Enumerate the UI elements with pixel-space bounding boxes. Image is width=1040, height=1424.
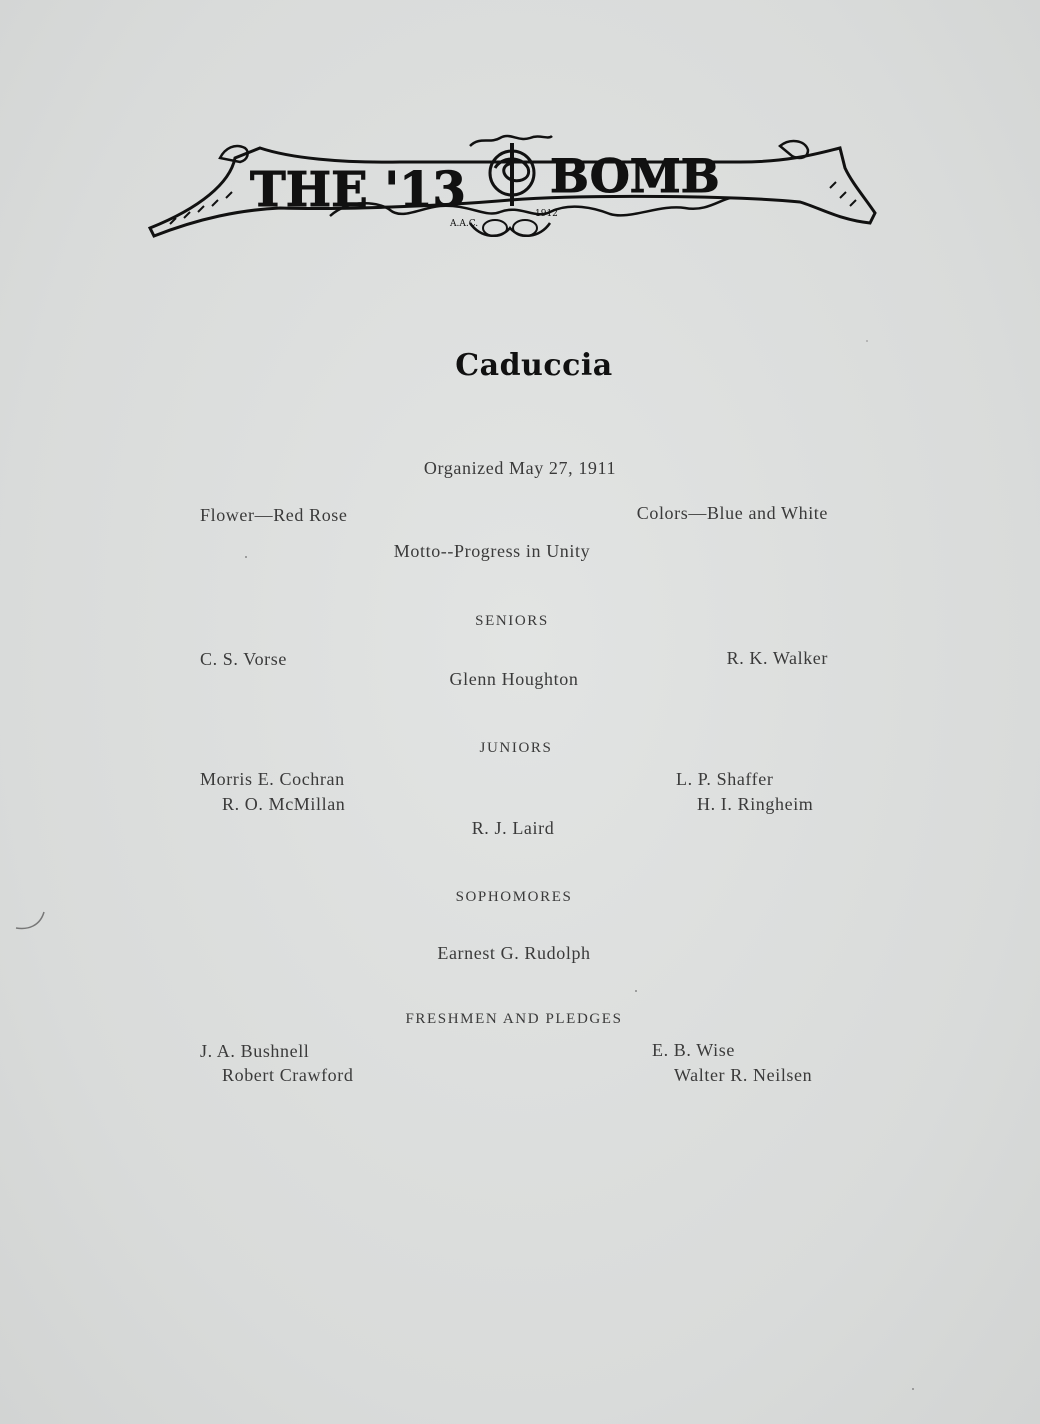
junior-right-2: H. I. Ringheim: [697, 794, 814, 814]
page-title: Caduccia: [455, 348, 613, 383]
colors-text: Colors—Blue and White: [636, 503, 828, 523]
sophomores-heading: SOPHOMORES: [455, 889, 573, 905]
freshman-left-1: J. A. Bushnell: [200, 1041, 310, 1061]
paper-speck: [866, 340, 868, 342]
junior-left-1: Morris E. Cochran: [200, 769, 345, 789]
sophomore-center: Earnest G. Rudolph: [437, 943, 591, 963]
banner-text-left: THE '13: [250, 162, 466, 218]
junior-center: R. J. Laird: [471, 818, 555, 838]
flower-text: Flower—Red Rose: [200, 505, 348, 525]
paper-speck: [635, 990, 637, 992]
motto-text: Motto--Progress in Unity: [393, 541, 591, 561]
banner-text-right: BOMB: [550, 149, 720, 203]
freshman-left-2: Robert Crawford: [222, 1065, 354, 1085]
senior-right: R. K. Walker: [726, 648, 828, 668]
freshmen-heading: FRESHMEN AND PLEDGES: [405, 1011, 623, 1027]
junior-right-1: L. P. Shaffer: [676, 769, 774, 789]
junior-left-2: R. O. McMillan: [222, 794, 346, 814]
organized-date: Organized May 27, 1911: [423, 458, 617, 478]
seniors-heading: SENIORS: [475, 613, 549, 629]
bomb-banner-logo: [140, 128, 880, 248]
banner-year-left: A.A.C.: [450, 219, 479, 229]
banner-year-right: 1912: [535, 209, 558, 219]
juniors-heading: JUNIORS: [479, 740, 553, 756]
senior-left: C. S. Vorse: [200, 649, 287, 669]
paper-speck: [245, 556, 247, 558]
paper-speck: [912, 1388, 914, 1390]
senior-center: Glenn Houghton: [449, 669, 579, 689]
freshman-right-2: Walter R. Neilsen: [674, 1065, 813, 1085]
freshman-right-1: E. B. Wise: [652, 1040, 735, 1060]
paper-mark: [14, 908, 50, 932]
